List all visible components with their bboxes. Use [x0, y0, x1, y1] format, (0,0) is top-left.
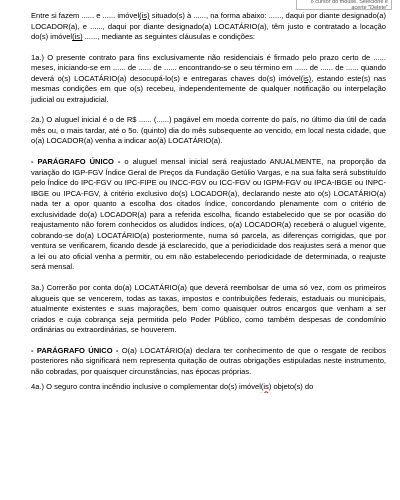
clause-1-term: 1a.) O presente contrato para fins exclusivamente não residenciais é firmado pelo prazo certo de ...... meses, iniciando-se em ...... de ...... de ...... encontrando-se o seu término em ...... de ...... de ...... quando deverá o(s) LOCATÁRIO(a) desocupá-lo(s) e entregaras chaves do(s) imóvel(is), estando este(s) nas mesmas condições em que o(s) recebeu, independentemente de qualquer notificação ou interpelação judicial ou extrajudicial.: [31, 52, 386, 104]
clause-2-sole-paragraph: - PARÁGRAFO ÚNICO - o aluguel mensal inicial será reajustado ANUALMENTE, na proporção da variação do IGP-FGV Índice Geral de Preços da Fundação Getúlio Vargas, e na sua falta será substituído pelo Índice do IPC-FGV ou IPC-FIPE ou INCC-FGV ou ICC-FGV ou IGPM-FGV ou IPCA-IBGE ou INPC-IBGE ou IPCA-FGV, à critério exclusivo do(s) LOCADOR(a), declarando neste ato o(s) LOCATÁRIO(a) nada ter a opor quanto a escolha dos citados índice, concordando plenamente com o critério de exclusividade do(a) LOCADOR(a) para a referida escolha, ficando estabelecido que se por ocasião do reajustamento não forem conhecidos os aludidos índices, o(a) LOCADOR(a) receberá o aluguel vigente, cobrando-se do(a) LOCATÁRIO(a) posteriormente, numa só parcela, as diferenças corrigidas, que por ventura se verificarem, ficando desde já esclarecido, que a periodicidade dos reajustes será a menor que a lei ou ato oficial venha a permitir, ou em não estabelecendo periodicidade de determinada, o reajuste será mensal.: [31, 157, 386, 272]
editor-tip-line-2: acerte "Delete": [351, 5, 388, 10]
paragraph-parties: Entre si fazem ...... e ...... imóvel(is) situado(s) à ......, na forma abaixo: ......, daqui por diante designado(a) LOCADOR(a), e ......, daqui por diante designado(a) LOCATÁRIO(a), têm justo e contratado a locação do(s) imóvel(is) ......, mediante as seguintes cláusulas e condições:: [31, 11, 386, 42]
clause-3-charges: 3a.) Correrão por conta do(a) LOCATÁRIO(a) que deverá reembolsar de uma só vez, com os primeiros alugueis que se vencerem, todas as taxas, impostos e contribuições federais, estaduais ou municipais, atualmente existentes e suas majorações, bem como quaisquer outros encargos que venham a ser criados e cuja cobrança seja permitida pelo Poder Público, como também despesas de condomínio ordinárias ou extraordinárias, se houverem.: [31, 283, 386, 335]
contract-document: [31, 11, 386, 403]
clause-3-sole-paragraph: - PARÁGRAFO ÚNICO - O(a) LOCATÁRIO(a) declara ter conhecimento de que o resgate de recibos posteriores não significará nem representa quitação de outras obrigações estipuladas neste instrumento, não cobradas, por quaisquer circunstâncias, nas épocas próprias.: [31, 345, 386, 376]
editor-tip-note: [296, 0, 392, 10]
clause-2-rent: 2a.) O aluguel inicial é o de R$ ...... (......) pagável em moeda corrente do país, no último dia útil de cada mês ou, o mais tardar, até o 5o. (quinto) dia do mês subsequente ao vencido, em local nesta cidade, que o(a) LOCADOR(a) venha a indicar ao(à) LOCATÁRIO(a).: [31, 115, 386, 146]
editor-tip-line-1: o cursor do mouse. Selecione e: [310, 0, 388, 5]
clause-4-insurance: 4a.) O seguro contra incêndio inclusive o complementar do(s) imóvel(is) objeto(s) do: [31, 382, 314, 392]
